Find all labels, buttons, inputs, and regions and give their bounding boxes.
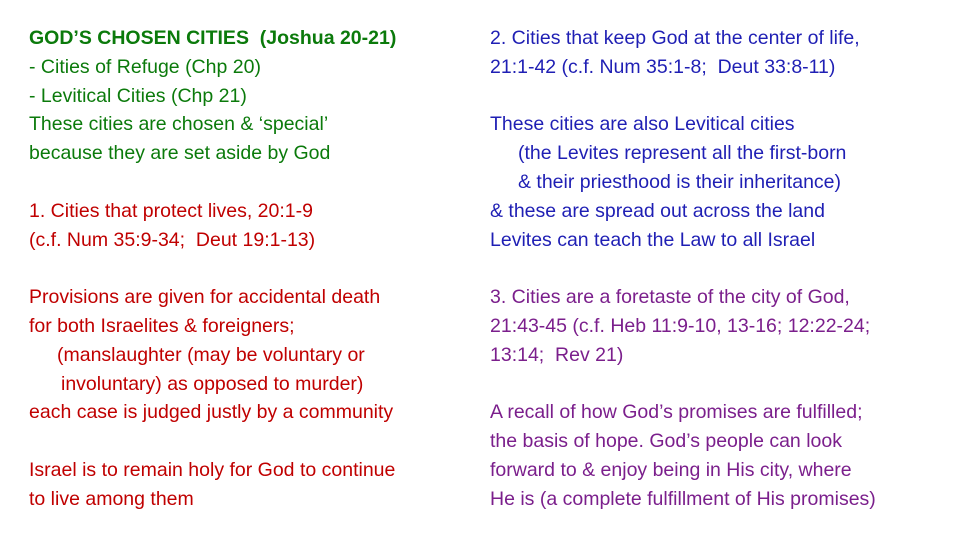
left-column — [29, 24, 469, 514]
spacer — [29, 427, 469, 456]
recall-line: A recall of how God’s promises are fulfilled; — [490, 401, 863, 424]
levitical-line: & their priesthood is their inheritance) — [518, 170, 841, 193]
spacer — [29, 168, 469, 197]
provisions-line: Provisions are given for accidental death — [29, 286, 381, 309]
holiness-line: Israel is to remain holy for God to continue — [29, 458, 396, 481]
recall-line: forward to & enjoy being in His city, where — [490, 458, 852, 481]
holiness-line: to live among them — [29, 487, 194, 510]
point3-heading: 3. Cities are a foretaste of the city of God, — [490, 286, 850, 309]
levitical-line: (the Levites represent all the first-born — [518, 142, 847, 165]
point1-reference: (c.f. Num 35:9-34; Deut 19:1-13) — [29, 228, 316, 251]
point3-reference: 21:43-45 (c.f. Heb 11:9-10, 13-16; 12:22-24; — [490, 314, 871, 337]
spacer — [490, 82, 950, 111]
right-column — [490, 24, 950, 514]
intro-line: These cities are chosen & ‘special’ — [29, 113, 329, 136]
intro-line: - Levitical Cities (Chp 21) — [29, 84, 247, 107]
spacer — [490, 370, 950, 399]
spacer — [490, 254, 950, 283]
recall-line: the basis of hope. God’s people can look — [490, 430, 842, 453]
slide-title: GOD’S CHOSEN CITIES (Joshua 20-21) — [29, 27, 397, 49]
provisions-line: involuntary) as opposed to murder) — [61, 372, 364, 395]
point3-reference: 13:14; Rev 21) — [490, 343, 624, 366]
provisions-line: each case is judged justly by a community — [29, 401, 394, 424]
levitical-line: Levites can teach the Law to all Israel — [490, 228, 816, 251]
point2-reference: 21:1-42 (c.f. Num 35:1-8; Deut 33:8-11) — [490, 55, 836, 78]
provisions-line: (manslaughter (may be voluntary or — [57, 343, 365, 366]
intro-line: - Cities of Refuge (Chp 20) — [29, 55, 261, 78]
recall-line: He is (a complete fulfillment of His promises) — [490, 487, 876, 510]
levitical-line: & these are spread out across the land — [490, 199, 825, 222]
intro-line: because they are set aside by God — [29, 142, 331, 165]
spacer — [29, 254, 469, 283]
point1-heading: 1. Cities that protect lives, 20:1-9 — [29, 199, 313, 222]
levitical-line: These cities are also Levitical cities — [490, 113, 795, 136]
point2-heading: 2. Cities that keep God at the center of life, — [490, 27, 860, 49]
provisions-line: for both Israelites & foreigners; — [29, 314, 295, 337]
